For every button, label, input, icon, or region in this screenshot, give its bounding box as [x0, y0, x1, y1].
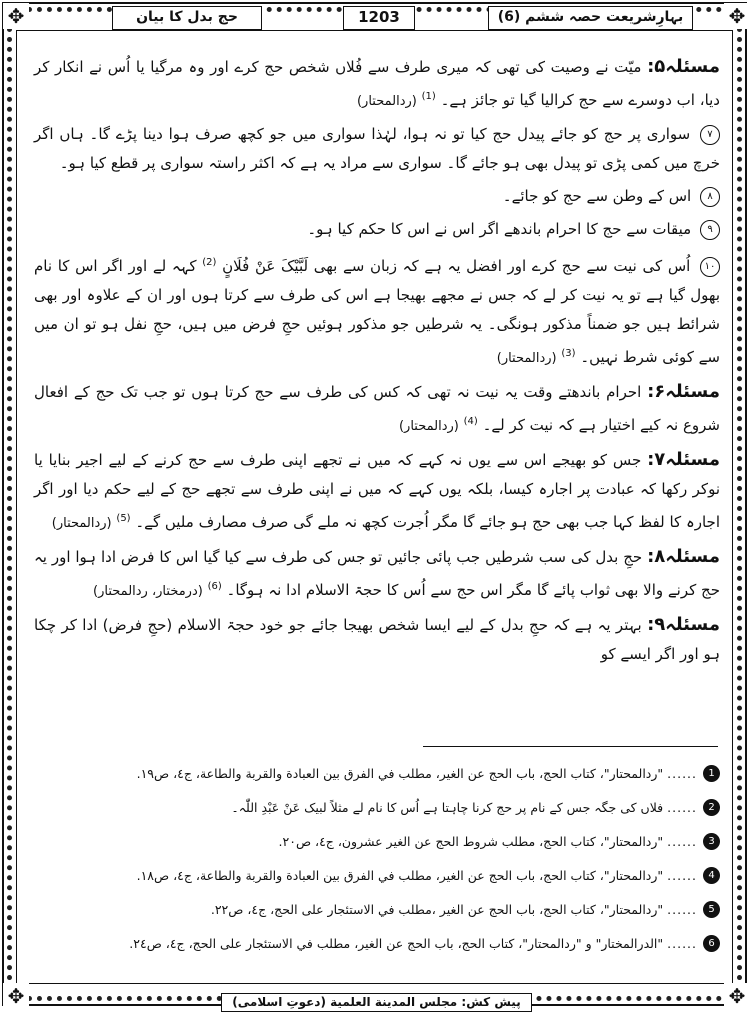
footnote-text: "ردالمحتار"، كتاب الحج، باب الحج عن الغير، مطلب في الفرق بين العبادة والقربة والطاعة، ج٤، ص١٨.	[136, 868, 664, 883]
footer-label: پیش کش:	[461, 995, 521, 1009]
main-text	[34, 52, 720, 673]
footnote-number: 4	[703, 867, 720, 884]
masala-label: مسئلہ۹:	[647, 614, 720, 635]
paragraph-text: جس کو بھیجے اس سے یوں نہ کہے کہ میں نے تجھے اپنی طرف سے حج کرنے کے لیے اجیر بنایا یا نوکر رکھا کہ عبادت پر اجارہ کیسا، بلکہ یوں کہے کہ میں نے اپنی طرف سے تجھے حج کے لیے حکم دیا اور اگر اجارہ کا لفظ کہا جب بھی حج ہو جائے گا مگر اُجرت کچھ نہ ملے گی صرف مصارف ملیں گے۔	[34, 451, 720, 531]
condition-9	[34, 215, 720, 244]
paragraph-text: میّت نے وصیت کی تھی کہ میری طرف سے فُلاں شخص حج کرے اور وہ مرگیا یا اُس نے انکار کر دیا، اب دوسرے سے حج کرالیا گیا تو جائز ہے۔	[34, 58, 720, 109]
footnote-text: "ردالمحتار"، كتاب الحج، باب الحج عن الغير ،مطلب في الاستئجار على الحج، ج٤، ص٢٢.	[210, 902, 664, 917]
footnote-marker[interactable]: (5)	[116, 513, 131, 524]
footnote-item	[60, 896, 720, 923]
footnote-marker[interactable]: (2)	[202, 257, 217, 268]
masala-6	[34, 377, 720, 441]
condition-number: ۹	[700, 220, 720, 240]
paragraph-text: احرام باندھتے وقت یہ نیت نہ تھی کہ کس کی طرف سے حج کرتا ہوں تو جب تک حج کے افعال شروع نہ کیے اختیار ہے کہ نیت کر لے۔	[34, 383, 720, 434]
chapter-title: حج بدل کا بیان	[112, 6, 262, 30]
book-title: بہارِشریعت حصہ ششم (6)	[488, 6, 693, 30]
footnote-item	[60, 930, 720, 957]
condition-number: ۷	[700, 125, 720, 145]
footnote-text: "الدرالمختار" و "ردالمحتار"، كتاب الحج، باب الحج عن الغير، مطلب في الاستئجار على الحج، ج٤، ص٢٤.	[129, 936, 664, 951]
masala-label: مسئلہ۵:	[647, 56, 720, 77]
paragraph-text: بہتر یہ ہے کہ حجِ بدل کے لیے ایسا شخص بھیجا جائے جو خود حجۃ الاسلام (حجِ فرض) ادا کر چکا ہو اور اگر ایسے کو	[34, 616, 720, 663]
page-number: 1203	[343, 6, 415, 30]
reference: (ردالمحتار)	[398, 419, 459, 434]
masala-label: مسئلہ۷:	[647, 449, 720, 470]
corner-ornament-icon: ✥	[724, 3, 750, 29]
paragraph-text: اس کے وطن سے حج کو جائے۔	[502, 187, 692, 205]
masala-label: مسئلہ۸:	[647, 546, 720, 567]
publisher-box	[221, 993, 531, 1012]
footnote-marker[interactable]: (4)	[463, 416, 478, 427]
footnote-number: 5	[703, 901, 720, 918]
paragraph-text: حجِ بدل کی سب شرطیں جب پائی جائیں تو جس کی طرف سے کیا گیا اس کا فرض ادا ہوا اور یہ حج کرنے والا بھی ثواب پائے گا مگر اس حج سے اُس کا حجۃ الاسلام ادا نہ ہوگا۔	[34, 548, 720, 599]
paragraph-text: میقات سے حج کا احرام باندھے اگر اس نے اس کا حکم کیا ہو۔	[307, 220, 692, 238]
paragraph-text: اُس کی نیت سے حج کرے اور افضل یہ ہے کہ زبان سے بھی لَبَّیْکَ عَنْ فُلَانٍ	[222, 257, 691, 275]
footnote-marker[interactable]: (6)	[207, 581, 222, 592]
condition-number: ۱۰	[700, 257, 720, 277]
footnote-number: 3	[703, 833, 720, 850]
corner-ornament-icon: ✥	[3, 3, 29, 29]
reference: (درمختار، ردالمحتار)	[93, 584, 203, 599]
reference: (ردالمحتار)	[51, 516, 112, 531]
leader-dots: ......	[667, 800, 697, 815]
condition-8	[34, 182, 720, 211]
masala-9	[34, 610, 720, 669]
masala-7	[34, 445, 720, 538]
condition-7	[34, 120, 720, 178]
masala-5	[34, 52, 720, 116]
corner-ornament-icon: ✥	[3, 983, 29, 1009]
footnote-text: "ردالمحتار"، كتاب الحج، مطلب شروط الحج عن الغير عشرون، ج٤، ص٢٠.	[278, 834, 664, 849]
footnote-item	[60, 862, 720, 889]
footnote-marker[interactable]: (3)	[561, 348, 576, 359]
masala-8	[34, 542, 720, 606]
leader-dots: ......	[667, 868, 697, 883]
leader-dots: ......	[667, 902, 697, 917]
leader-dots: ......	[667, 936, 697, 951]
masala-label: مسئلہ۶:	[647, 381, 720, 402]
footnote-text: فلاں کی جگہ جس کے نام پر حج کرنا چاہتا ہے اُس کا نام لے مثلاً لبیک عَنْ عَبْدِ اللّٰہ۔	[231, 800, 664, 815]
footnote-number: 1	[703, 765, 720, 782]
footnote-divider	[423, 746, 718, 747]
paragraph-text: کہہ لے اور اگر اس کا نام بھول گیا ہے تو یہ نیت کر لے کہ جس نے مجھے بھیجا ہے اس کی طرف سے کرتا ہوں اور ان کے علاوہ اور بھی شرائط ہیں جو ضمناً مذکور ہونگی۔ یہ شرطیں جو مذکور ہوئیں حجِ فرض میں ہیں، حجِ نفل ہو تو ان میں سے کوئی شرط نہیں۔	[34, 257, 720, 366]
page-footer	[0, 991, 753, 1012]
condition-10	[34, 248, 720, 373]
footnote-number: 2	[703, 799, 720, 816]
leader-dots: ......	[667, 766, 697, 781]
leader-dots: ......	[667, 834, 697, 849]
paragraph-text: سواری پر حج کو جائے پیدل حج کیا تو نہ ہوا، لہٰذا سواری میں جو کچھ صرف ہوا دینا پڑے گا۔ ہاں اگر خرچ میں کمی پڑی تو پیدل بھی ہو جائے گا۔ سواری سے مراد یہ ہے کہ اکثر راستہ سواری پر قطع کیا ہو۔	[34, 125, 720, 172]
footnotes	[60, 760, 720, 964]
footnote-item	[60, 828, 720, 855]
footnote-number: 6	[703, 935, 720, 952]
page-header	[0, 6, 753, 32]
publisher-name: مجلس المدينة العلمية	[330, 995, 458, 1009]
footnote-item	[60, 760, 720, 787]
reference: (ردالمحتار)	[496, 351, 557, 366]
footnote-text: "ردالمحتار"، كتاب الحج، باب الحج عن الغير، مطلب في الفرق بين العبادة والقربة والطاعة، ج٤، ص١٩.	[136, 766, 664, 781]
publisher-org: (دعوتِ اسلامی)	[232, 995, 326, 1009]
footnote-item	[60, 794, 720, 821]
reference: (ردالمحتار)	[356, 94, 417, 109]
footnote-marker[interactable]: (1)	[421, 91, 436, 102]
condition-number: ۸	[700, 187, 720, 207]
corner-ornament-icon: ✥	[724, 983, 750, 1009]
